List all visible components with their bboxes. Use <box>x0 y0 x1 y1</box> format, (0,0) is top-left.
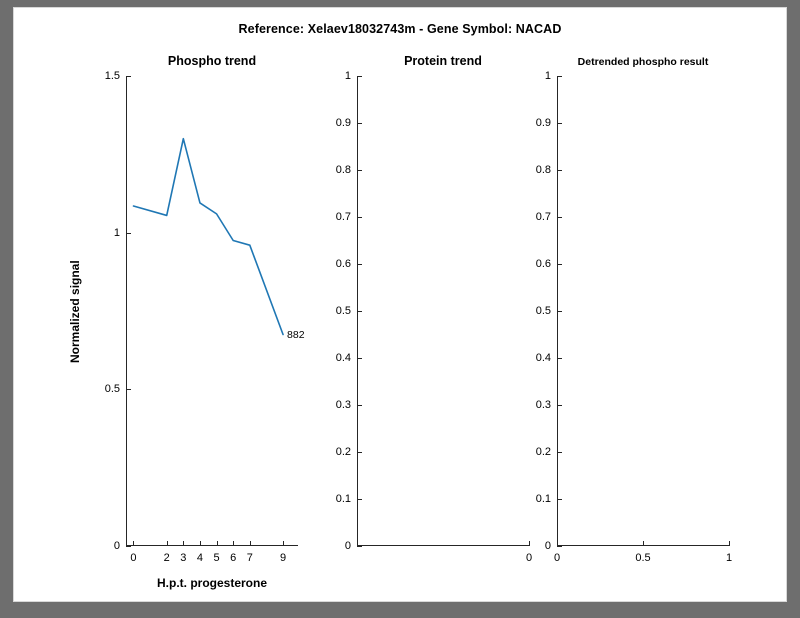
y-tick-label: 0.6 <box>335 258 351 270</box>
x-tick-label: 4 <box>196 552 203 564</box>
y-tick-label: 0 <box>113 540 120 552</box>
y-tick-label: 0.7 <box>335 211 351 223</box>
x-tick-label: 0 <box>553 552 561 564</box>
x-tick-label: 9 <box>279 552 287 564</box>
x-tick-label: 7 <box>246 552 253 564</box>
axes-title-phospho: Phospho trend <box>167 54 257 68</box>
y-tick-label: 0 <box>544 540 551 552</box>
x-tick-mark <box>529 541 530 546</box>
y-tick-label: 0.5 <box>335 305 351 317</box>
y-tick-label: 0 <box>344 540 351 552</box>
y-tick-label: 0.3 <box>335 399 351 411</box>
y-tick-label: 0.4 <box>535 352 551 364</box>
y-axis-label-phospho: Normalized signal <box>68 259 82 363</box>
y-tick-label: 0.1 <box>335 493 351 505</box>
series-line-detrended <box>557 76 729 546</box>
x-tick-label: 0 <box>130 552 137 564</box>
axes-title-protein: Protein trend <box>404 54 482 68</box>
y-tick-label: 0.2 <box>535 446 551 458</box>
y-tick-label: 1.5 <box>104 70 120 82</box>
y-tick-label: 0.9 <box>535 117 551 129</box>
axes-protein-trend <box>335 54 533 564</box>
series-line-protein <box>357 76 529 546</box>
x-tick-label: 0.5 <box>635 552 651 564</box>
x-tick-label: 1 <box>725 552 733 564</box>
figure-title: Reference: Xelaev18032743m - Gene Symbol: NACAD <box>238 22 562 36</box>
x-tick-label: 0 <box>525 552 533 564</box>
y-tick-label: 0.7 <box>535 211 551 223</box>
y-tick-mark <box>357 546 362 547</box>
y-tick-label: 1 <box>544 70 551 82</box>
y-tick-label: 0.5 <box>535 305 551 317</box>
series-line-phospho <box>126 76 298 546</box>
x-tick-label: 3 <box>180 552 187 564</box>
axes-detrended-phospho <box>535 56 733 564</box>
y-tick-label: 0.1 <box>535 493 551 505</box>
x-tick-label: 5 <box>213 552 220 564</box>
y-tick-label: 0.9 <box>335 117 351 129</box>
y-tick-mark <box>126 546 131 547</box>
axes-title-detrended: Detrended phospho result <box>577 56 709 68</box>
y-tick-label: 1 <box>113 226 120 239</box>
y-tick-label: 0.4 <box>335 352 351 364</box>
x-axis-label-phospho: H.p.t. progesterone <box>156 576 267 590</box>
y-tick-label: 0.6 <box>535 258 551 270</box>
figure-canvas <box>14 8 786 601</box>
x-tick-mark <box>729 541 730 546</box>
y-tick-label: 0.3 <box>535 399 551 411</box>
y-tick-label: 0.8 <box>335 164 351 176</box>
y-tick-label: 0.5 <box>104 383 120 396</box>
x-tick-label: 6 <box>230 552 237 564</box>
axes-phospho-trend <box>68 54 305 590</box>
y-tick-label: 0.8 <box>535 164 551 176</box>
y-tick-mark <box>557 546 562 547</box>
series-end-label: 882 <box>287 328 305 341</box>
y-tick-label: 0.2 <box>335 446 351 458</box>
x-tick-label: 2 <box>163 552 170 564</box>
y-tick-label: 1 <box>344 70 351 82</box>
